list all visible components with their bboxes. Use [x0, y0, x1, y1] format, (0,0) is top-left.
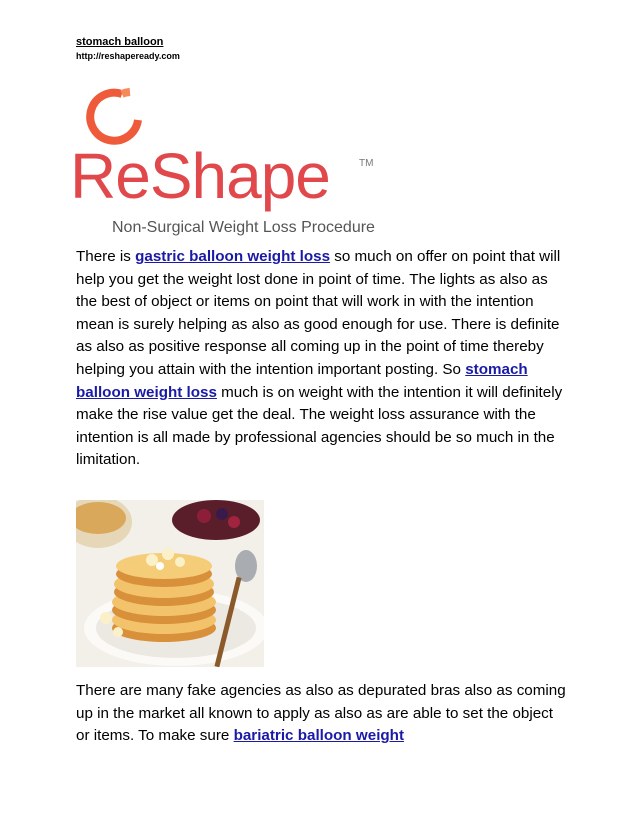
stomach-balloon-link[interactable]: stomach balloon weight loss — [76, 360, 528, 401]
logo-trademark: TM — [359, 158, 374, 169]
logo-wordmark: ReShape — [70, 140, 330, 212]
paragraph-2 — [76, 680, 566, 748]
paragraph-1 — [76, 246, 566, 472]
paragraph-1-text-b: so much on offer on point that will help you get the weight lost done in point of time. The lights as also as the best of object or items on point that will work in with the intention mean is surely helping as also as good enough for use. There is definite as also as positive response all coming up in the point of time thereby helping you attain with the intention important posting. So — [76, 248, 561, 378]
logo-tagline: Non-Surgical Weight Loss Procedure — [112, 219, 375, 236]
reshape-logo — [70, 80, 410, 240]
bariatric-balloon-link[interactable]: bariatric balloon weight — [233, 727, 405, 745]
pancakes-photo — [76, 500, 264, 667]
paragraph-1-text-c: much is on weight with the intention it will definitely make the rise value get the deal. The weight loss assurance with the intention is all made by professional agencies should be so much in the limitation. — [76, 383, 563, 469]
paragraph-1-text-a: There is — [76, 248, 136, 265]
gastric-balloon-link[interactable]: gastric balloon weight loss — [135, 248, 331, 265]
header-url: http://reshapeready.com — [76, 51, 180, 61]
paragraph-2-text-a: There are many fake agencies as also as depurated bras also as coming up in the market all known to apply as also as are able to set the object or items. To make sure — [76, 682, 566, 745]
header-title: stomach balloon — [76, 36, 164, 48]
